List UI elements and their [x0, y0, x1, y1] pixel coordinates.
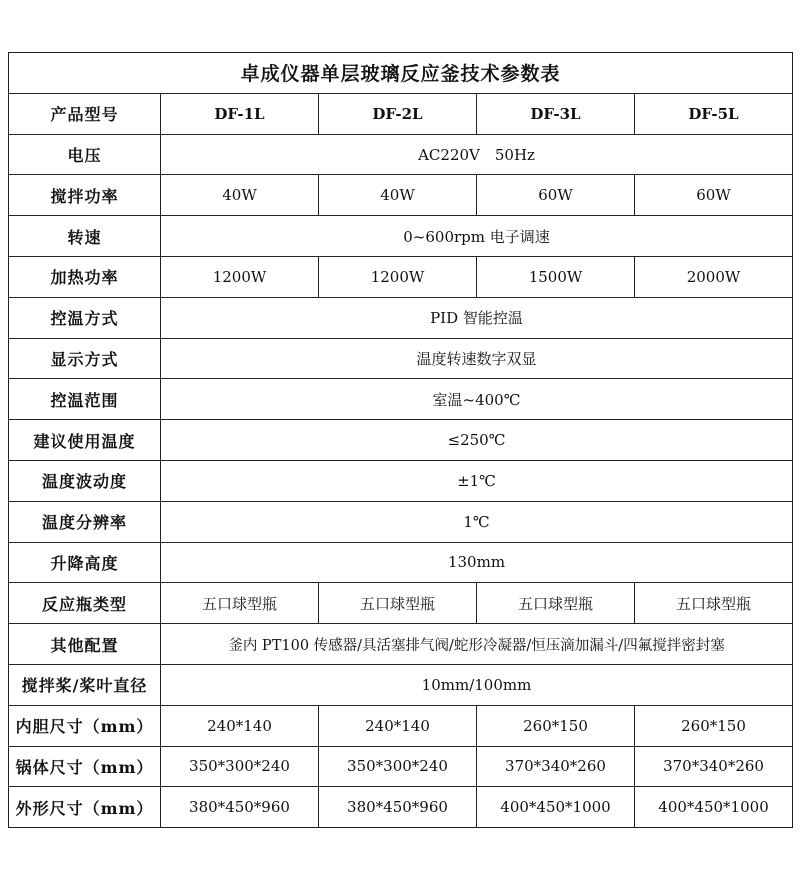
row-label: 温度分辨率	[9, 501, 161, 542]
value-cell: 2000W	[635, 256, 793, 297]
spec-table	[8, 52, 793, 828]
table-row	[9, 787, 793, 828]
value-cell-span: ±1℃	[161, 460, 793, 501]
value-cell: 240*140	[161, 705, 319, 746]
row-label: 锅体尺寸（mm）	[9, 746, 161, 787]
model-cell: DF-2L	[319, 93, 477, 134]
value-cell: 400*450*1000	[635, 787, 793, 828]
row-label: 内胆尺寸（mm）	[9, 705, 161, 746]
row-label: 产品型号	[9, 93, 161, 134]
value-cell: 60W	[635, 175, 793, 216]
table-row	[9, 216, 793, 257]
value-cell-span: 釜内 PT100 传感器/具活塞排气阀/蛇形冷凝器/恒压滴加漏斗/四氟搅拌密封塞	[161, 624, 793, 665]
model-cell: DF-5L	[635, 93, 793, 134]
value-cell: 五口球型瓶	[477, 583, 635, 624]
value-cell: 1500W	[477, 256, 635, 297]
value-cell-span: 10mm/100mm	[161, 664, 793, 705]
row-label: 控温范围	[9, 379, 161, 420]
row-label: 升降高度	[9, 542, 161, 583]
row-label: 外形尺寸（mm）	[9, 787, 161, 828]
value-cell: 400*450*1000	[477, 787, 635, 828]
table-row	[9, 297, 793, 338]
value-cell-span: PID 智能控温	[161, 297, 793, 338]
table-title: 卓成仪器单层玻璃反应釜技术参数表	[9, 53, 793, 94]
value-cell: 260*150	[635, 705, 793, 746]
value-cell: 380*450*960	[161, 787, 319, 828]
row-label: 搅拌桨/桨叶直径	[9, 664, 161, 705]
value-cell: 380*450*960	[319, 787, 477, 828]
model-cell: DF-3L	[477, 93, 635, 134]
table-row	[9, 664, 793, 705]
row-label: 反应瓶类型	[9, 583, 161, 624]
row-label: 电压	[9, 134, 161, 175]
value-cell: 1200W	[319, 256, 477, 297]
table-row	[9, 542, 793, 583]
value-cell-span: ≤250℃	[161, 420, 793, 461]
value-cell: 350*300*240	[319, 746, 477, 787]
value-cell-span: 0~600rpm 电子调速	[161, 216, 793, 257]
table-row	[9, 134, 793, 175]
table-row	[9, 460, 793, 501]
value-cell: 1200W	[161, 256, 319, 297]
value-cell: 260*150	[477, 705, 635, 746]
model-row	[9, 93, 793, 134]
value-cell: 五口球型瓶	[161, 583, 319, 624]
value-cell: 40W	[161, 175, 319, 216]
value-cell-span: AC220V 50Hz	[161, 134, 793, 175]
value-cell: 60W	[477, 175, 635, 216]
value-cell: 240*140	[319, 705, 477, 746]
table-row	[9, 746, 793, 787]
value-cell: 40W	[319, 175, 477, 216]
value-cell-span: 温度转速数字双显	[161, 338, 793, 379]
model-cell: DF-1L	[161, 93, 319, 134]
table-row	[9, 175, 793, 216]
row-label: 控温方式	[9, 297, 161, 338]
value-cell: 350*300*240	[161, 746, 319, 787]
value-cell: 五口球型瓶	[319, 583, 477, 624]
row-label: 建议使用温度	[9, 420, 161, 461]
value-cell-span: 室温~400℃	[161, 379, 793, 420]
title-row	[9, 53, 793, 94]
value-cell-span: 1℃	[161, 501, 793, 542]
row-label: 转速	[9, 216, 161, 257]
value-cell: 370*340*260	[635, 746, 793, 787]
value-cell: 五口球型瓶	[635, 583, 793, 624]
row-label: 搅拌功率	[9, 175, 161, 216]
table-row	[9, 338, 793, 379]
value-cell: 370*340*260	[477, 746, 635, 787]
table-row	[9, 624, 793, 665]
table-row	[9, 583, 793, 624]
row-label: 温度波动度	[9, 460, 161, 501]
row-label: 加热功率	[9, 256, 161, 297]
row-label: 显示方式	[9, 338, 161, 379]
row-label: 其他配置	[9, 624, 161, 665]
value-cell-span: 130mm	[161, 542, 793, 583]
table-row	[9, 705, 793, 746]
table-row	[9, 379, 793, 420]
table-row	[9, 256, 793, 297]
table-row	[9, 501, 793, 542]
table-row	[9, 420, 793, 461]
